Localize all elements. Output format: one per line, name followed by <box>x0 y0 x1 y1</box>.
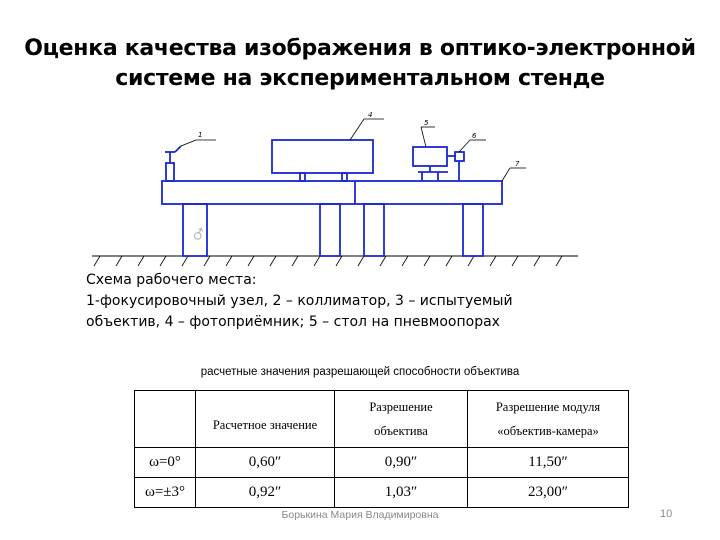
row-module-value: 11,50″ <box>468 448 629 478</box>
row-module-value: 23,00″ <box>468 478 629 508</box>
footer-author: Борькина Мария Владимировна <box>281 509 439 521</box>
hatch-stroke <box>424 256 430 266</box>
hatch-stroke <box>248 256 254 266</box>
part-label-4: 4 <box>368 111 373 119</box>
row-calculated-value: 0,60″ <box>196 448 335 478</box>
lens-under-test <box>413 147 456 181</box>
row-lens-value: 0,90″ <box>335 448 468 478</box>
diagram-caption <box>86 270 566 333</box>
header-module-line-2: «объектив-камера» <box>497 424 599 438</box>
hatch-stroke <box>116 256 122 266</box>
focusing-unit <box>165 146 181 181</box>
hatch-stroke <box>160 256 166 266</box>
header-lens-resolution <box>335 391 468 448</box>
hatch-stroke <box>446 256 452 266</box>
table-top <box>162 181 502 204</box>
caption-line-2: 1-фокусировочный узел, 2 – коллиматор, 3 – испытуемый <box>86 293 513 309</box>
slide-title-line-2: системе на экспериментальном стенде <box>115 66 605 91</box>
header-empty-cell <box>135 391 196 448</box>
hatch-stroke <box>358 256 364 266</box>
header-lens-line-2: объектива <box>374 424 428 438</box>
part-label-5: 5 <box>424 119 429 127</box>
table-row <box>135 478 629 508</box>
leader-lines <box>181 119 526 181</box>
photodetector <box>455 152 464 181</box>
header-calculated-value <box>196 391 335 448</box>
row-angle-label: ω=±3° <box>135 478 196 508</box>
header-lens-line-1: Разрешение <box>369 400 433 414</box>
hatch-stroke <box>490 256 496 266</box>
hatch-stroke <box>380 256 386 266</box>
caption-line-3: объектив, 4 – фотоприёмник; 5 – стол на пневмоопорах <box>86 314 500 330</box>
part-label-7: 7 <box>515 160 520 168</box>
row-lens-value: 1,03″ <box>335 478 468 508</box>
hatch-stroke <box>138 256 144 266</box>
hatch-stroke <box>512 256 518 266</box>
table-leg <box>364 204 384 256</box>
part-label-6: 6 <box>472 132 477 140</box>
table-row <box>135 448 629 478</box>
header-calculated-label: Расчетное значение <box>212 417 318 432</box>
hatch-stroke <box>402 256 408 266</box>
header-module-line-1: Разрешение модуля <box>495 400 601 414</box>
hatch-stroke <box>204 256 210 266</box>
hatch-stroke <box>94 256 100 266</box>
caption-line-1: Схема рабочего места: <box>86 272 257 288</box>
table-title: расчетные значения разрешающей способности объектива <box>200 366 520 378</box>
table-leg <box>320 204 340 256</box>
row-calculated-value: 0,92″ <box>196 478 335 508</box>
hatch-stroke <box>182 256 188 266</box>
stand-drawing <box>162 140 502 256</box>
resolution-table <box>134 390 629 508</box>
hatch-stroke <box>292 256 298 266</box>
row-angle-label: ω=0° <box>135 448 196 478</box>
ground-hatching <box>94 256 562 266</box>
hatch-stroke <box>226 256 232 266</box>
hatch-stroke <box>468 256 474 266</box>
hatch-stroke <box>336 256 342 266</box>
header-module-resolution <box>468 391 629 448</box>
hatch-stroke <box>314 256 320 266</box>
hatch-stroke <box>556 256 562 266</box>
part-label-1: 1 <box>198 131 203 139</box>
table-header-row <box>135 391 629 448</box>
table-leg <box>463 204 483 256</box>
hatch-stroke <box>534 256 540 266</box>
slide-title-line-1: Оценка качества изображения в оптико-электронной <box>24 36 696 61</box>
hatch-stroke <box>270 256 276 266</box>
page-number: 10 <box>660 508 673 520</box>
leg-symbol: ♂ <box>190 225 208 245</box>
collimator <box>272 140 373 181</box>
